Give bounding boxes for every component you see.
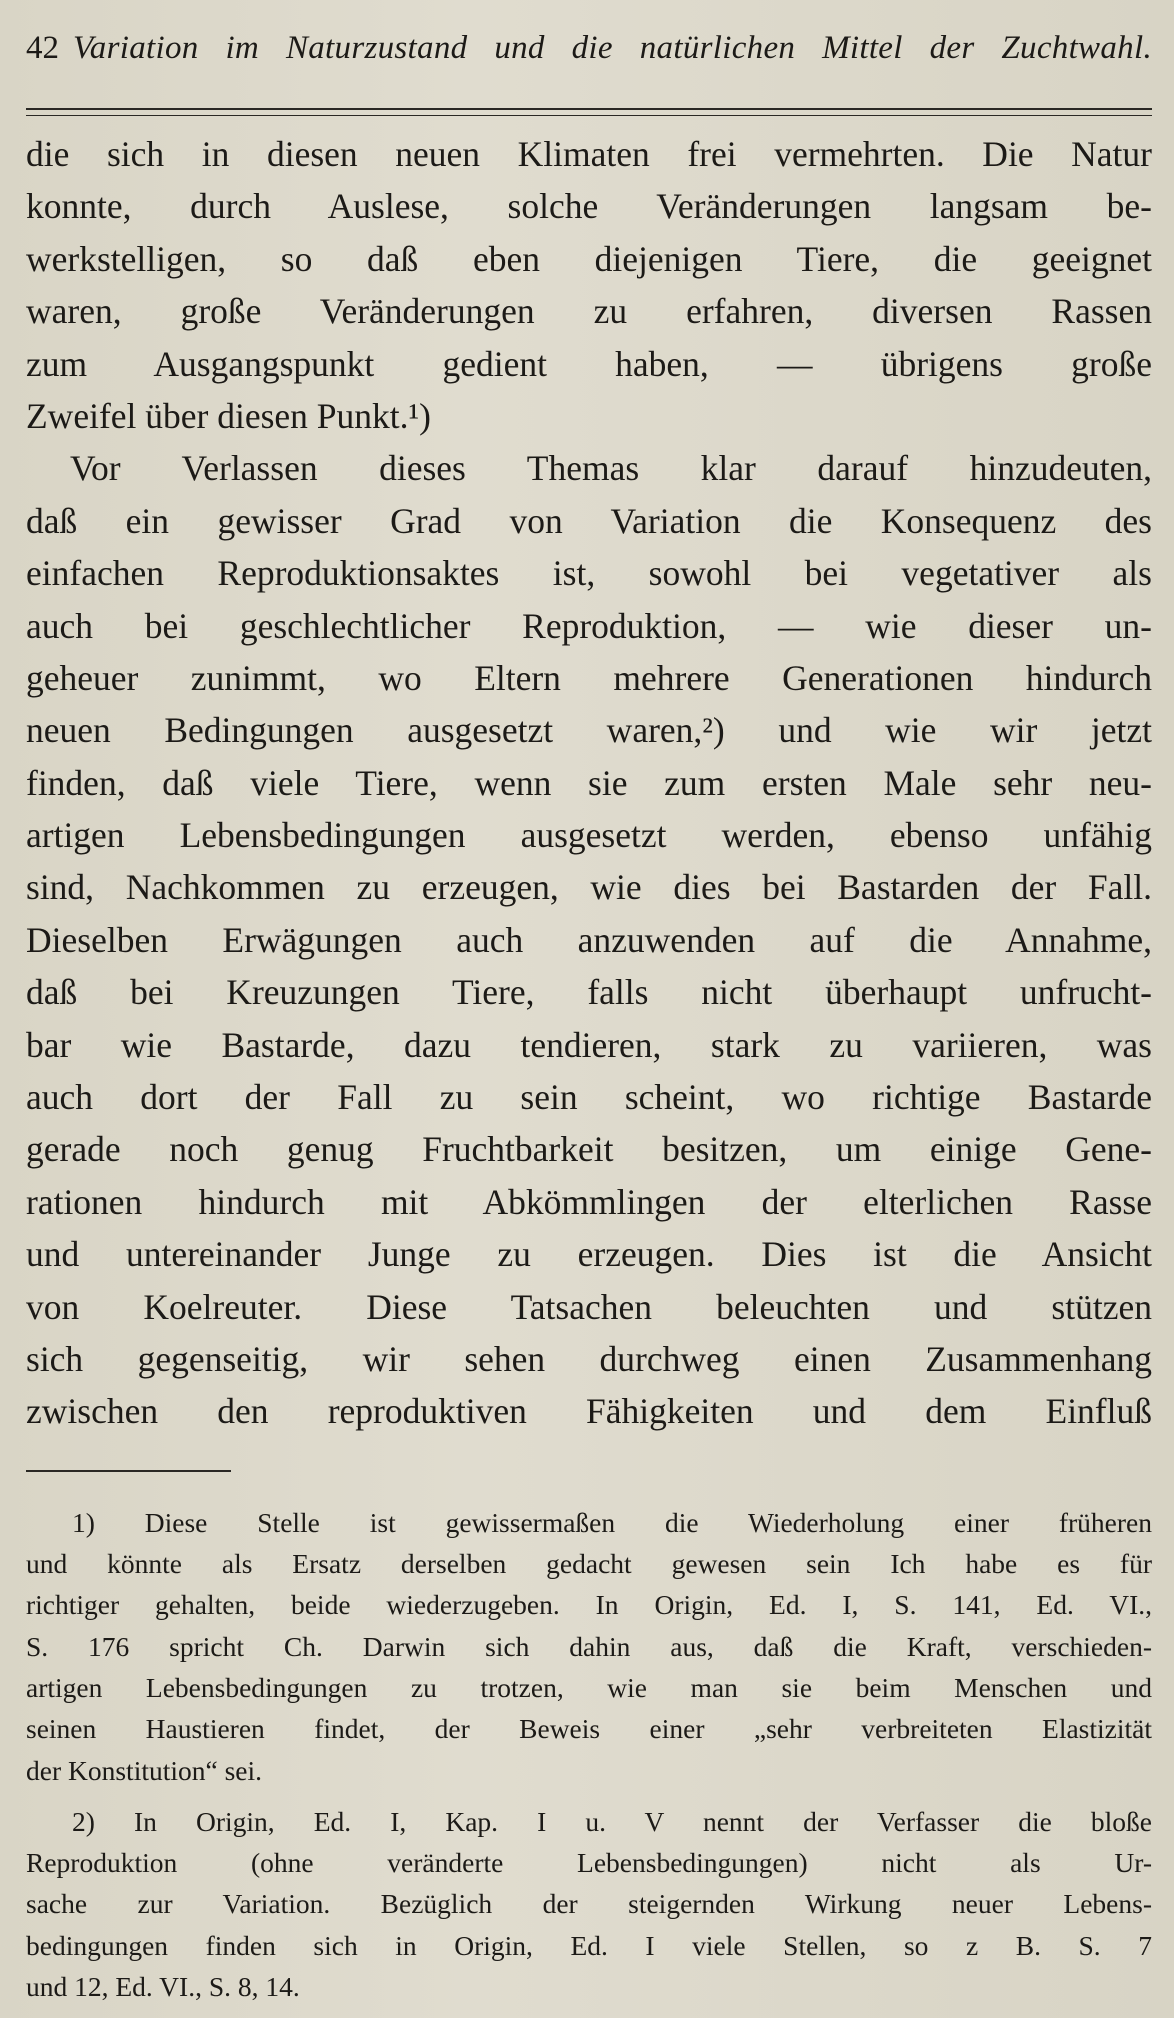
text-line: konnte, durch Auslese, solche Veränderungen langsam be- xyxy=(26,186,1152,227)
text-line: geheuer zunimmt, wo Eltern mehrere Generationen hindurch xyxy=(26,657,1152,698)
text-line: einfachen Reproduktionsaktes ist, sowohl bei vegetativer als xyxy=(26,553,1152,594)
text-line: zum Ausgangspunkt gedient haben, — übrigens große xyxy=(26,343,1152,384)
text-line: waren, große Veränderungen zu erfahren, diversen Rassen xyxy=(26,291,1152,332)
footnote-rule xyxy=(26,1470,231,1472)
header-rule-thin xyxy=(26,115,1152,116)
text-line: auch dort der Fall zu sein scheint, wo richtige Bastarde xyxy=(26,1077,1152,1118)
text-line: sich gegenseitig, wir sehen durchweg einen Zusammenhang xyxy=(26,1338,1152,1379)
footnote-line: seinen Haustieren findet, der Beweis einer „sehr verbreiteten Elastizität xyxy=(26,1713,1152,1745)
page-number: 42 xyxy=(26,30,59,66)
text-line: sind, Nachkommen zu erzeugen, wie dies bei Bastarden der Fall. xyxy=(26,867,1152,908)
footnote-line: 1) Diese Stelle ist gewissermaßen die Wiederholung einer früheren xyxy=(72,1506,1152,1538)
page-header xyxy=(26,30,1152,78)
header-rule xyxy=(26,108,1152,110)
body-text xyxy=(26,128,1152,1438)
footnote-line: 2) In Origin, Ed. I, Kap. I u. V nennt der Verfasser die bloße xyxy=(72,1805,1152,1837)
text-line: zwischen den reproduktiven Fähigkeiten und dem Einfluß xyxy=(26,1391,1152,1432)
footnote-line: bedingungen finden sich in Origin, Ed. I viele Stellen, so z B. S. 7 xyxy=(26,1929,1152,1961)
text-line: auch bei geschlechtlicher Reproduktion, — wie dieser un- xyxy=(26,605,1152,646)
footnote-line: Reproduktion (ohne veränderte Lebensbedingungen) nicht als Ur- xyxy=(26,1847,1152,1879)
footnotes xyxy=(26,1502,1152,2008)
footnote-line: sache zur Variation. Bezüglich der steigernden Wirkung neuer Lebens- xyxy=(26,1888,1152,1920)
text-line: und untereinander Junge zu erzeugen. Dies ist die Ansicht xyxy=(26,1234,1152,1275)
text-line: daß ein gewisser Grad von Variation die Konsequenz des xyxy=(26,500,1152,541)
footnote-1 xyxy=(26,1502,1152,1791)
text-line: die sich in diesen neuen Klimaten frei vermehrten. Die Natur xyxy=(26,134,1152,174)
footnote-line: richtiger gehalten, beide wiederzugeben. In Origin, Ed. I, S. 141, Ed. VI., xyxy=(26,1589,1152,1621)
text-line: rationen hindurch mit Abkömmlingen der elterlichen Rasse xyxy=(26,1181,1152,1222)
text-line: bar wie Bastarde, dazu tendieren, stark zu variieren, was xyxy=(26,1024,1152,1065)
text-line: gerade noch genug Fruchtbarkeit besitzen, um einige Gene- xyxy=(26,1129,1152,1170)
text-line: werkstelligen, so daß eben diejenigen Tiere, die geeignet xyxy=(26,238,1152,279)
text-line: Dieselben Erwägungen auch anzuwenden auf die Annahme, xyxy=(26,919,1152,960)
text-line: Vor Verlassen dieses Themas klar darauf hinzudeuten, xyxy=(70,448,1152,489)
footnote-line: und 12, Ed. VI., S. 8, 14. xyxy=(26,1971,300,2003)
text-line: finden, daß viele Tiere, wenn sie zum ersten Male sehr neu- xyxy=(26,762,1152,803)
footnote-line: artigen Lebensbedingungen zu trotzen, wie man sie beim Menschen und xyxy=(26,1671,1152,1703)
text-line: Zweifel über diesen Punkt.¹) xyxy=(26,395,431,436)
footnote-line: S. 176 spricht Ch. Darwin sich dahin aus, daß die Kraft, verschieden- xyxy=(26,1630,1152,1662)
footnote-line: und könnte als Ersatz derselben gedacht gewesen sein Ich habe es für xyxy=(26,1548,1152,1580)
text-line: daß bei Kreuzungen Tiere, falls nicht überhaupt unfrucht- xyxy=(26,972,1152,1013)
text-line: neuen Bedingungen ausgesetzt waren,²) und wie wir jetzt xyxy=(26,710,1152,751)
text-line: artigen Lebensbedingungen ausgesetzt werden, ebenso unfähig xyxy=(26,815,1152,856)
running-head: Variation im Naturzustand und die natürlichen Mittel der Zuchtwahl. xyxy=(73,30,1152,66)
text-line: von Koelreuter. Diese Tatsachen beleuchten und stützen xyxy=(26,1286,1152,1327)
footnote-2 xyxy=(26,1801,1152,2007)
footnote-line: der Konstitution“ sei. xyxy=(26,1754,263,1786)
